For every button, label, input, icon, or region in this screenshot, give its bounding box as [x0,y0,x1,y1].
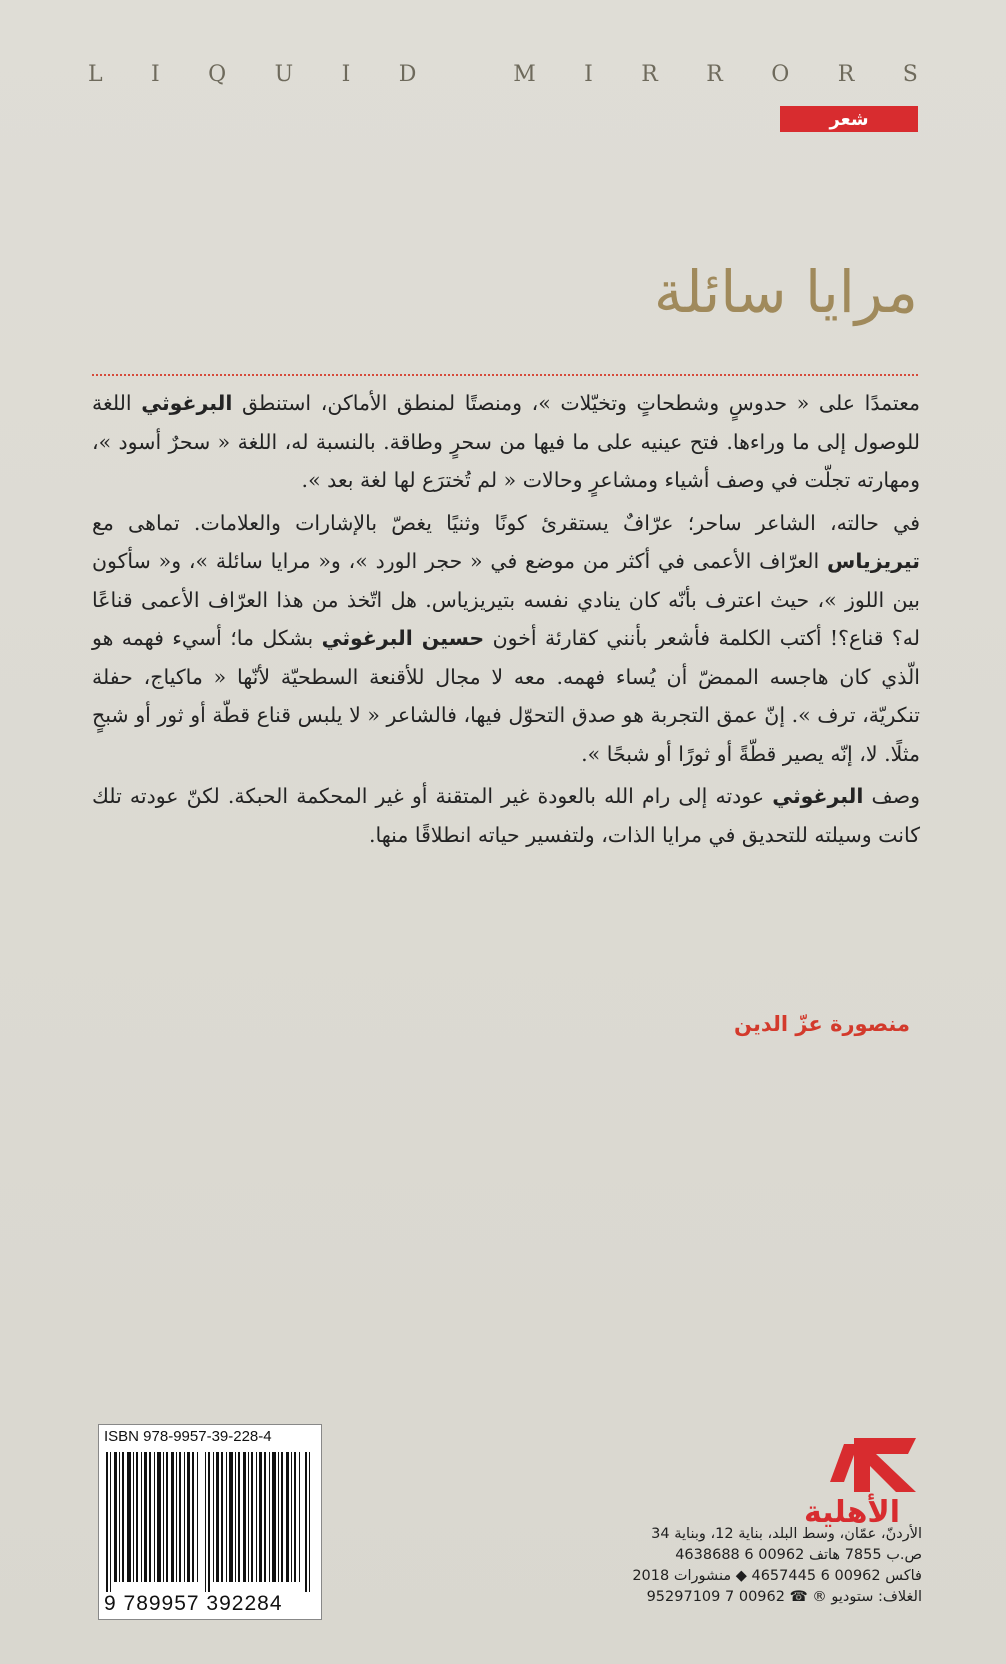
blurb-text: معتمدًا على « حدوسٍ وشطحاتٍ وتخيّلات »، ومنصتًا لمنطق الأماكن، استنطق [232,391,920,415]
author-name: منصورة عزّ الدين [734,1012,910,1036]
series-letter: M [513,62,536,87]
series-letter: I [151,62,160,87]
publisher-logo-text: الأهلية [803,1495,901,1530]
series-letter: O [771,62,790,87]
blurb-text: عودته إلى رام الله بالعودة غير المتقنة أو غير المحكمة الحبكة. لكنّ عودته تلك كانت وسيلته للتحديق في مرايا الذات، ولتفسير حياته انطلاقًا منها. [92,784,920,847]
barcode-image [106,1452,312,1592]
blurb-emphasis: البرغوثي [772,784,864,808]
blurb-text: وصف [863,784,921,808]
series-letter: L [88,62,103,87]
divider [92,374,918,376]
genre-tag: شعر [780,106,918,132]
blurb-text: بشكل ما؛ أسيء فهمه هو الّذي كان هاجسه الممضّ أن يُساء فهمه. معه لا مجال للأقنعة السطحيّة لأنّها « ماكياج، حفلة تنكريّة، ترف ». إنّ عمق التجربة هو صدق التحوّل فيها، فالشاعر « لا يلبس قناع قطّة أو ثور أو شبحٍ مثلًا. لا، إنّه يصير قطّةً أو ثورًا أو شبحًا ». [92,626,920,766]
series-letter: I [584,62,593,87]
blurb-emphasis: البرغوثي [141,391,233,415]
blurb-paragraph [92,384,920,500]
blurb-paragraph [92,504,920,774]
series-letter: S [902,62,918,87]
series-letter: I [341,62,351,87]
blurb [92,384,920,858]
blurb-paragraph [92,777,920,854]
blurb-text: العرّاف الأعمى في أكثر من موضع في « حجر الورد »، و« مرايا سائلة »، و« سأكون بين اللوز »، حيث اعترف بأنّه كان ينادي نفسه بتيريزياس. هل اتّخذ من هذا العرّاف الأعمى قناعًا له؟ قناع؟! أكتب الكلمة فأشعر بأنني كقارئة أخون [92,549,920,650]
blurb-emphasis: تيريزياس [827,549,920,573]
series-letter: R [837,62,855,87]
series-letter: R [641,62,658,87]
cover-credit: الغلاف: ستوديو ® ☎ 00962 7 95297109 [646,1589,922,1605]
publisher-phone: ص.ب 7855 هاتف 00962 6 4638688 [675,1547,922,1563]
blurb-text: اللغة للوصول إلى ما وراءها. فتح عينيه على ما فيها من سحرٍ وطاقة. بالنسبة له، اللغة « سحرٌ أسود »، ومهارته تجلّت في وصف أشياء ومشاعرٍ وحالات « لم تُخترَع لها لغة بعد ». [92,391,920,492]
series-letter: R [706,62,723,87]
publisher-address: الأردنّ، عمّان، وسط البلد، بناية 12، وبناية 34 [651,1526,922,1542]
publisher-logo [784,1434,922,1530]
blurb-emphasis: حسين البرغوثي [321,626,485,650]
isbn-text: ISBN 978-9957-39-228-4 [104,1428,272,1445]
barcode-digits: 9 789957 392284 [104,1592,283,1615]
publisher-fax: فاكس 00962 6 4657445 ◆ منشورات 2018 [632,1568,922,1584]
book-title: مرايا سائلة [653,258,918,326]
publisher-info [542,1524,922,1608]
series-name [88,62,918,87]
series-letter: U [274,62,294,87]
series-letter: D [398,62,417,87]
blurb-text: في حالته، الشاعر ساحر؛ عرّافٌ يستقرئ كونًا وثنيًا يغصّ بالإشارات والعلامات. تماهى مع [92,510,920,535]
series-letter: Q [208,62,227,87]
